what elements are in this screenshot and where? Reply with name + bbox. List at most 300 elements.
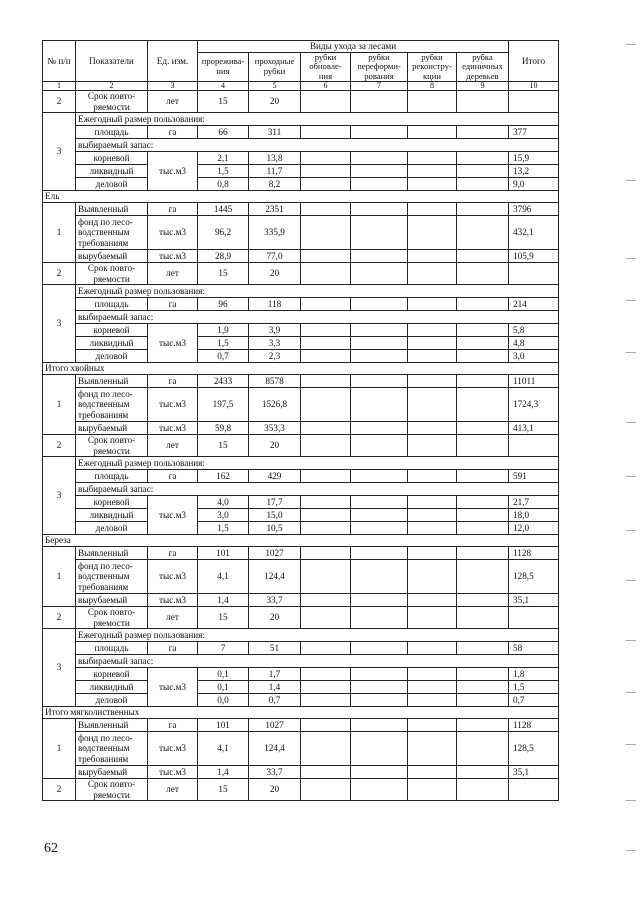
total-cell: 58 bbox=[509, 642, 559, 655]
col-number: 7 bbox=[351, 82, 408, 91]
header-col: прорежива-ния bbox=[198, 52, 249, 82]
empty-cell bbox=[301, 594, 351, 607]
unit-cell: га bbox=[148, 375, 198, 388]
total-cell: 3796 bbox=[509, 203, 559, 216]
empty-cell bbox=[408, 779, 457, 801]
empty-cell bbox=[408, 509, 457, 522]
scan-edge-mark bbox=[626, 422, 636, 423]
empty-cell bbox=[457, 388, 509, 422]
row-label: площадь bbox=[76, 298, 148, 311]
empty-cell bbox=[301, 422, 351, 435]
section-title: Итого мягколиственных bbox=[43, 707, 559, 719]
value-cell: 8,2 bbox=[249, 178, 301, 191]
empty-cell bbox=[457, 337, 509, 350]
empty-cell bbox=[301, 216, 351, 250]
empty-cell bbox=[408, 203, 457, 216]
empty-cell bbox=[351, 560, 408, 594]
total-cell: 9,0 bbox=[509, 178, 559, 191]
empty-cell bbox=[351, 547, 408, 560]
total-cell: 21,7 bbox=[509, 496, 559, 509]
empty-cell bbox=[351, 594, 408, 607]
empty-cell bbox=[457, 203, 509, 216]
value-cell: 118 bbox=[249, 298, 301, 311]
value-cell: 17,7 bbox=[249, 496, 301, 509]
row-label: корневой bbox=[76, 324, 148, 337]
empty-cell bbox=[408, 594, 457, 607]
empty-cell bbox=[301, 152, 351, 165]
total-cell: 0,7 bbox=[509, 694, 559, 707]
total-cell: 1128 bbox=[509, 719, 559, 732]
empty-cell bbox=[301, 263, 351, 285]
unit-cell: га bbox=[148, 642, 198, 655]
row-number: 2 bbox=[43, 435, 76, 457]
empty-cell bbox=[408, 324, 457, 337]
empty-cell bbox=[351, 298, 408, 311]
empty-cell bbox=[509, 435, 559, 457]
total-cell: 377 bbox=[509, 126, 559, 139]
value-cell: 15 bbox=[198, 607, 249, 629]
value-cell: 1526,8 bbox=[249, 388, 301, 422]
empty-cell bbox=[301, 560, 351, 594]
empty-cell bbox=[301, 298, 351, 311]
empty-cell bbox=[301, 126, 351, 139]
empty-cell bbox=[457, 375, 509, 388]
row-number: 3 bbox=[43, 285, 76, 363]
empty-cell bbox=[351, 388, 408, 422]
value-cell: 1027 bbox=[249, 547, 301, 560]
value-cell: 4,1 bbox=[198, 732, 249, 766]
unit-cell: тыс.м3 bbox=[148, 324, 198, 363]
scan-edge-mark bbox=[626, 744, 636, 745]
value-cell: 15 bbox=[198, 91, 249, 113]
unit-cell: тыс.м3 bbox=[148, 594, 198, 607]
value-cell: 11,7 bbox=[249, 165, 301, 178]
empty-cell bbox=[351, 694, 408, 707]
col-number: 4 bbox=[198, 82, 249, 91]
empty-cell bbox=[457, 250, 509, 263]
value-cell: 59,8 bbox=[198, 422, 249, 435]
row-label: Выявленный bbox=[76, 547, 148, 560]
value-cell: 1,4 bbox=[198, 766, 249, 779]
row-label: Срок повто-ряемости bbox=[76, 435, 148, 457]
value-cell: 8578 bbox=[249, 375, 301, 388]
unit-cell: га bbox=[148, 126, 198, 139]
empty-cell bbox=[351, 337, 408, 350]
empty-cell bbox=[457, 470, 509, 483]
scan-edge-mark bbox=[626, 580, 636, 581]
value-cell: 197,5 bbox=[198, 388, 249, 422]
empty-cell bbox=[351, 422, 408, 435]
col-number: 9 bbox=[457, 82, 509, 91]
header-col: проходные рубки bbox=[249, 52, 301, 82]
empty-cell bbox=[408, 152, 457, 165]
row-number: 1 bbox=[43, 719, 76, 779]
row-number: 2 bbox=[43, 263, 76, 285]
total-cell: 105,9 bbox=[509, 250, 559, 263]
header-col: рубки обновле-ния bbox=[301, 52, 351, 82]
col-number: 6 bbox=[301, 82, 351, 91]
total-cell: 128,5 bbox=[509, 560, 559, 594]
row-number: 1 bbox=[43, 375, 76, 435]
scan-edge-mark bbox=[626, 476, 636, 477]
total-cell: 12,0 bbox=[509, 522, 559, 535]
subheader: выбираемый запас: bbox=[76, 655, 559, 668]
empty-cell bbox=[457, 165, 509, 178]
empty-cell bbox=[408, 668, 457, 681]
value-cell: 353,3 bbox=[249, 422, 301, 435]
empty-cell bbox=[457, 126, 509, 139]
empty-cell bbox=[301, 375, 351, 388]
row-label: Срок повто-ряемости bbox=[76, 263, 148, 285]
empty-cell bbox=[457, 216, 509, 250]
row-label: вырубаемый bbox=[76, 594, 148, 607]
row-label: деловой bbox=[76, 694, 148, 707]
value-cell: 96 bbox=[198, 298, 249, 311]
empty-cell bbox=[301, 470, 351, 483]
empty-cell bbox=[408, 642, 457, 655]
empty-cell bbox=[301, 324, 351, 337]
empty-cell bbox=[408, 126, 457, 139]
empty-cell bbox=[509, 263, 559, 285]
row-label: деловой bbox=[76, 350, 148, 363]
row-label: вырубаемый bbox=[76, 250, 148, 263]
empty-cell bbox=[351, 732, 408, 766]
empty-cell bbox=[301, 435, 351, 457]
empty-cell bbox=[509, 91, 559, 113]
row-label: Срок повто-ряемости bbox=[76, 607, 148, 629]
value-cell: 77,0 bbox=[249, 250, 301, 263]
value-cell: 124,4 bbox=[249, 560, 301, 594]
unit-cell: тыс.м3 bbox=[148, 250, 198, 263]
value-cell: 2433 bbox=[198, 375, 249, 388]
subheader: Ежегодный размер пользования: bbox=[76, 629, 559, 642]
empty-cell bbox=[408, 547, 457, 560]
value-cell: 0,1 bbox=[198, 681, 249, 694]
unit-cell: тыс.м3 bbox=[148, 152, 198, 191]
empty-cell bbox=[457, 642, 509, 655]
empty-cell bbox=[408, 496, 457, 509]
value-cell: 20 bbox=[249, 779, 301, 801]
value-cell: 1,4 bbox=[249, 681, 301, 694]
empty-cell bbox=[408, 719, 457, 732]
empty-cell bbox=[351, 152, 408, 165]
row-label: деловой bbox=[76, 522, 148, 535]
empty-cell bbox=[457, 779, 509, 801]
unit-cell: лет bbox=[148, 779, 198, 801]
subheader: Ежегодный размер пользования: bbox=[76, 113, 559, 126]
value-cell: 15 bbox=[198, 263, 249, 285]
empty-cell bbox=[351, 263, 408, 285]
unit-cell: тыс.м3 bbox=[148, 388, 198, 422]
total-cell: 1,5 bbox=[509, 681, 559, 694]
row-label: фонд по лесо-водственным требованиям bbox=[76, 560, 148, 594]
forest-care-table bbox=[42, 40, 559, 801]
col-number: 1 bbox=[43, 82, 76, 91]
row-label: фонд по лесо-водственным требованиям bbox=[76, 388, 148, 422]
value-cell: 2,1 bbox=[198, 152, 249, 165]
total-cell: 13,2 bbox=[509, 165, 559, 178]
scan-edge-mark bbox=[626, 180, 636, 181]
row-label: Срок повто-ряемости bbox=[76, 91, 148, 113]
empty-cell bbox=[351, 668, 408, 681]
value-cell: 0,0 bbox=[198, 694, 249, 707]
subheader: выбираемый запас: bbox=[76, 483, 559, 496]
total-cell: 35,1 bbox=[509, 766, 559, 779]
empty-cell bbox=[408, 732, 457, 766]
value-cell: 96,2 bbox=[198, 216, 249, 250]
value-cell: 0,1 bbox=[198, 668, 249, 681]
empty-cell bbox=[457, 422, 509, 435]
empty-cell bbox=[351, 642, 408, 655]
header-unit: Ед. изм. bbox=[148, 41, 198, 82]
scan-edge-mark bbox=[626, 692, 636, 693]
empty-cell bbox=[509, 779, 559, 801]
value-cell: 3,3 bbox=[249, 337, 301, 350]
empty-cell bbox=[408, 560, 457, 594]
empty-cell bbox=[408, 337, 457, 350]
row-label: корневой bbox=[76, 668, 148, 681]
empty-cell bbox=[408, 263, 457, 285]
value-cell: 10,5 bbox=[249, 522, 301, 535]
empty-cell bbox=[408, 298, 457, 311]
row-number: 3 bbox=[43, 113, 76, 191]
section-title: Ель bbox=[43, 191, 559, 203]
header-types: Виды ухода за лесами bbox=[198, 41, 509, 53]
empty-cell bbox=[301, 509, 351, 522]
row-number: 3 bbox=[43, 629, 76, 707]
empty-cell bbox=[408, 694, 457, 707]
total-cell: 432,1 bbox=[509, 216, 559, 250]
row-number: 2 bbox=[43, 91, 76, 113]
empty-cell bbox=[408, 375, 457, 388]
unit-cell: лет bbox=[148, 435, 198, 457]
header-col: рубки реконстру-кции bbox=[408, 52, 457, 82]
empty-cell bbox=[408, 91, 457, 113]
empty-cell bbox=[301, 388, 351, 422]
col-number: 3 bbox=[148, 82, 198, 91]
empty-cell bbox=[351, 126, 408, 139]
empty-cell bbox=[351, 522, 408, 535]
total-cell: 15,9 bbox=[509, 152, 559, 165]
empty-cell bbox=[457, 668, 509, 681]
unit-cell: лет bbox=[148, 263, 198, 285]
empty-cell bbox=[351, 719, 408, 732]
row-number: 2 bbox=[43, 607, 76, 629]
unit-cell: га bbox=[148, 298, 198, 311]
unit-cell: лет bbox=[148, 91, 198, 113]
empty-cell bbox=[351, 607, 408, 629]
empty-cell bbox=[301, 719, 351, 732]
col-number: 2 bbox=[76, 82, 148, 91]
empty-cell bbox=[301, 496, 351, 509]
value-cell: 2351 bbox=[249, 203, 301, 216]
total-cell: 3,0 bbox=[509, 350, 559, 363]
empty-cell bbox=[301, 250, 351, 263]
empty-cell bbox=[351, 324, 408, 337]
row-number: 1 bbox=[43, 203, 76, 263]
value-cell: 124,4 bbox=[249, 732, 301, 766]
col-number: 5 bbox=[249, 82, 301, 91]
value-cell: 28,9 bbox=[198, 250, 249, 263]
empty-cell bbox=[457, 324, 509, 337]
subheader: выбираемый запас: bbox=[76, 311, 559, 324]
empty-cell bbox=[351, 165, 408, 178]
header-col: рубки переформи-рования bbox=[351, 52, 408, 82]
empty-cell bbox=[408, 250, 457, 263]
empty-cell bbox=[408, 178, 457, 191]
row-label: Выявленный bbox=[76, 719, 148, 732]
empty-cell bbox=[457, 732, 509, 766]
value-cell: 1,5 bbox=[198, 522, 249, 535]
value-cell: 1027 bbox=[249, 719, 301, 732]
empty-cell bbox=[301, 547, 351, 560]
row-number: 3 bbox=[43, 457, 76, 535]
scan-edge-mark bbox=[626, 352, 636, 353]
scan-edge-mark bbox=[626, 640, 636, 641]
value-cell: 15 bbox=[198, 779, 249, 801]
row-label: ликвидный bbox=[76, 681, 148, 694]
empty-cell bbox=[457, 509, 509, 522]
total-cell: 591 bbox=[509, 470, 559, 483]
total-cell: 11011 bbox=[509, 375, 559, 388]
empty-cell bbox=[301, 337, 351, 350]
value-cell: 311 bbox=[249, 126, 301, 139]
row-label: ликвидный bbox=[76, 337, 148, 350]
value-cell: 1445 bbox=[198, 203, 249, 216]
empty-cell bbox=[351, 91, 408, 113]
value-cell: 1,5 bbox=[198, 337, 249, 350]
unit-cell: тыс.м3 bbox=[148, 216, 198, 250]
total-cell: 35,1 bbox=[509, 594, 559, 607]
scan-edge-mark bbox=[626, 800, 636, 801]
empty-cell bbox=[457, 152, 509, 165]
value-cell: 33,7 bbox=[249, 594, 301, 607]
empty-cell bbox=[351, 250, 408, 263]
empty-cell bbox=[301, 694, 351, 707]
unit-cell: тыс.м3 bbox=[148, 766, 198, 779]
empty-cell bbox=[351, 216, 408, 250]
total-cell: 1,8 bbox=[509, 668, 559, 681]
unit-cell: га bbox=[148, 547, 198, 560]
empty-cell bbox=[408, 165, 457, 178]
empty-cell bbox=[457, 560, 509, 594]
empty-cell bbox=[457, 435, 509, 457]
row-label: вырубаемый bbox=[76, 766, 148, 779]
scan-edge-mark bbox=[626, 44, 636, 45]
empty-cell bbox=[351, 470, 408, 483]
value-cell: 1,7 bbox=[249, 668, 301, 681]
header-total: Итого bbox=[509, 41, 559, 82]
empty-cell bbox=[351, 766, 408, 779]
empty-cell bbox=[457, 547, 509, 560]
value-cell: 15,0 bbox=[249, 509, 301, 522]
empty-cell bbox=[351, 375, 408, 388]
row-label: Выявленный bbox=[76, 203, 148, 216]
row-label: корневой bbox=[76, 152, 148, 165]
row-label: Выявленный bbox=[76, 375, 148, 388]
header-col: рубка единичных деревьев bbox=[457, 52, 509, 82]
subheader: выбираемый запас: bbox=[76, 139, 559, 152]
scan-edge-mark bbox=[626, 258, 636, 259]
section-title: Береза bbox=[43, 535, 559, 547]
row-label: площадь bbox=[76, 470, 148, 483]
value-cell: 335,9 bbox=[249, 216, 301, 250]
row-number: 1 bbox=[43, 547, 76, 607]
row-label: площадь bbox=[76, 126, 148, 139]
empty-cell bbox=[408, 216, 457, 250]
section-title: Итого хвойных bbox=[43, 363, 559, 375]
value-cell: 1,9 bbox=[198, 324, 249, 337]
col-number: 10 bbox=[509, 82, 559, 91]
empty-cell bbox=[457, 719, 509, 732]
page-number: 62 bbox=[44, 841, 58, 856]
total-cell: 4,8 bbox=[509, 337, 559, 350]
total-cell: 413,1 bbox=[509, 422, 559, 435]
row-number: 2 bbox=[43, 779, 76, 801]
value-cell: 20 bbox=[249, 91, 301, 113]
empty-cell bbox=[509, 607, 559, 629]
empty-cell bbox=[408, 350, 457, 363]
value-cell: 429 bbox=[249, 470, 301, 483]
subheader: Ежегодный размер пользования: bbox=[76, 285, 559, 298]
value-cell: 162 bbox=[198, 470, 249, 483]
empty-cell bbox=[408, 422, 457, 435]
row-label: Срок повто-ряемости bbox=[76, 779, 148, 801]
value-cell: 13,8 bbox=[249, 152, 301, 165]
value-cell: 33,7 bbox=[249, 766, 301, 779]
value-cell: 66 bbox=[198, 126, 249, 139]
total-cell: 128,5 bbox=[509, 732, 559, 766]
row-label: фонд по лесо-водственным требованиям bbox=[76, 216, 148, 250]
empty-cell bbox=[351, 779, 408, 801]
unit-cell: тыс.м3 bbox=[148, 560, 198, 594]
row-label: ликвидный bbox=[76, 165, 148, 178]
empty-cell bbox=[301, 165, 351, 178]
empty-cell bbox=[408, 435, 457, 457]
row-label: площадь bbox=[76, 642, 148, 655]
unit-cell: га bbox=[148, 719, 198, 732]
empty-cell bbox=[301, 668, 351, 681]
empty-cell bbox=[301, 607, 351, 629]
empty-cell bbox=[457, 263, 509, 285]
value-cell: 0,8 bbox=[198, 178, 249, 191]
row-label: ликвидный bbox=[76, 509, 148, 522]
col-number: 8 bbox=[408, 82, 457, 91]
empty-cell bbox=[457, 607, 509, 629]
scan-edge-mark bbox=[626, 530, 636, 531]
unit-cell: га bbox=[148, 470, 198, 483]
empty-cell bbox=[457, 178, 509, 191]
empty-cell bbox=[301, 178, 351, 191]
value-cell: 1,5 bbox=[198, 165, 249, 178]
header-indicators: Показатели bbox=[76, 41, 148, 82]
empty-cell bbox=[301, 681, 351, 694]
value-cell: 0,7 bbox=[249, 694, 301, 707]
empty-cell bbox=[301, 203, 351, 216]
empty-cell bbox=[457, 766, 509, 779]
empty-cell bbox=[301, 779, 351, 801]
unit-cell: га bbox=[148, 203, 198, 216]
empty-cell bbox=[351, 350, 408, 363]
value-cell: 101 bbox=[198, 547, 249, 560]
value-cell: 20 bbox=[249, 435, 301, 457]
empty-cell bbox=[351, 681, 408, 694]
total-cell: 1724,3 bbox=[509, 388, 559, 422]
value-cell: 51 bbox=[249, 642, 301, 655]
value-cell: 0,7 bbox=[198, 350, 249, 363]
empty-cell bbox=[301, 766, 351, 779]
empty-cell bbox=[457, 298, 509, 311]
